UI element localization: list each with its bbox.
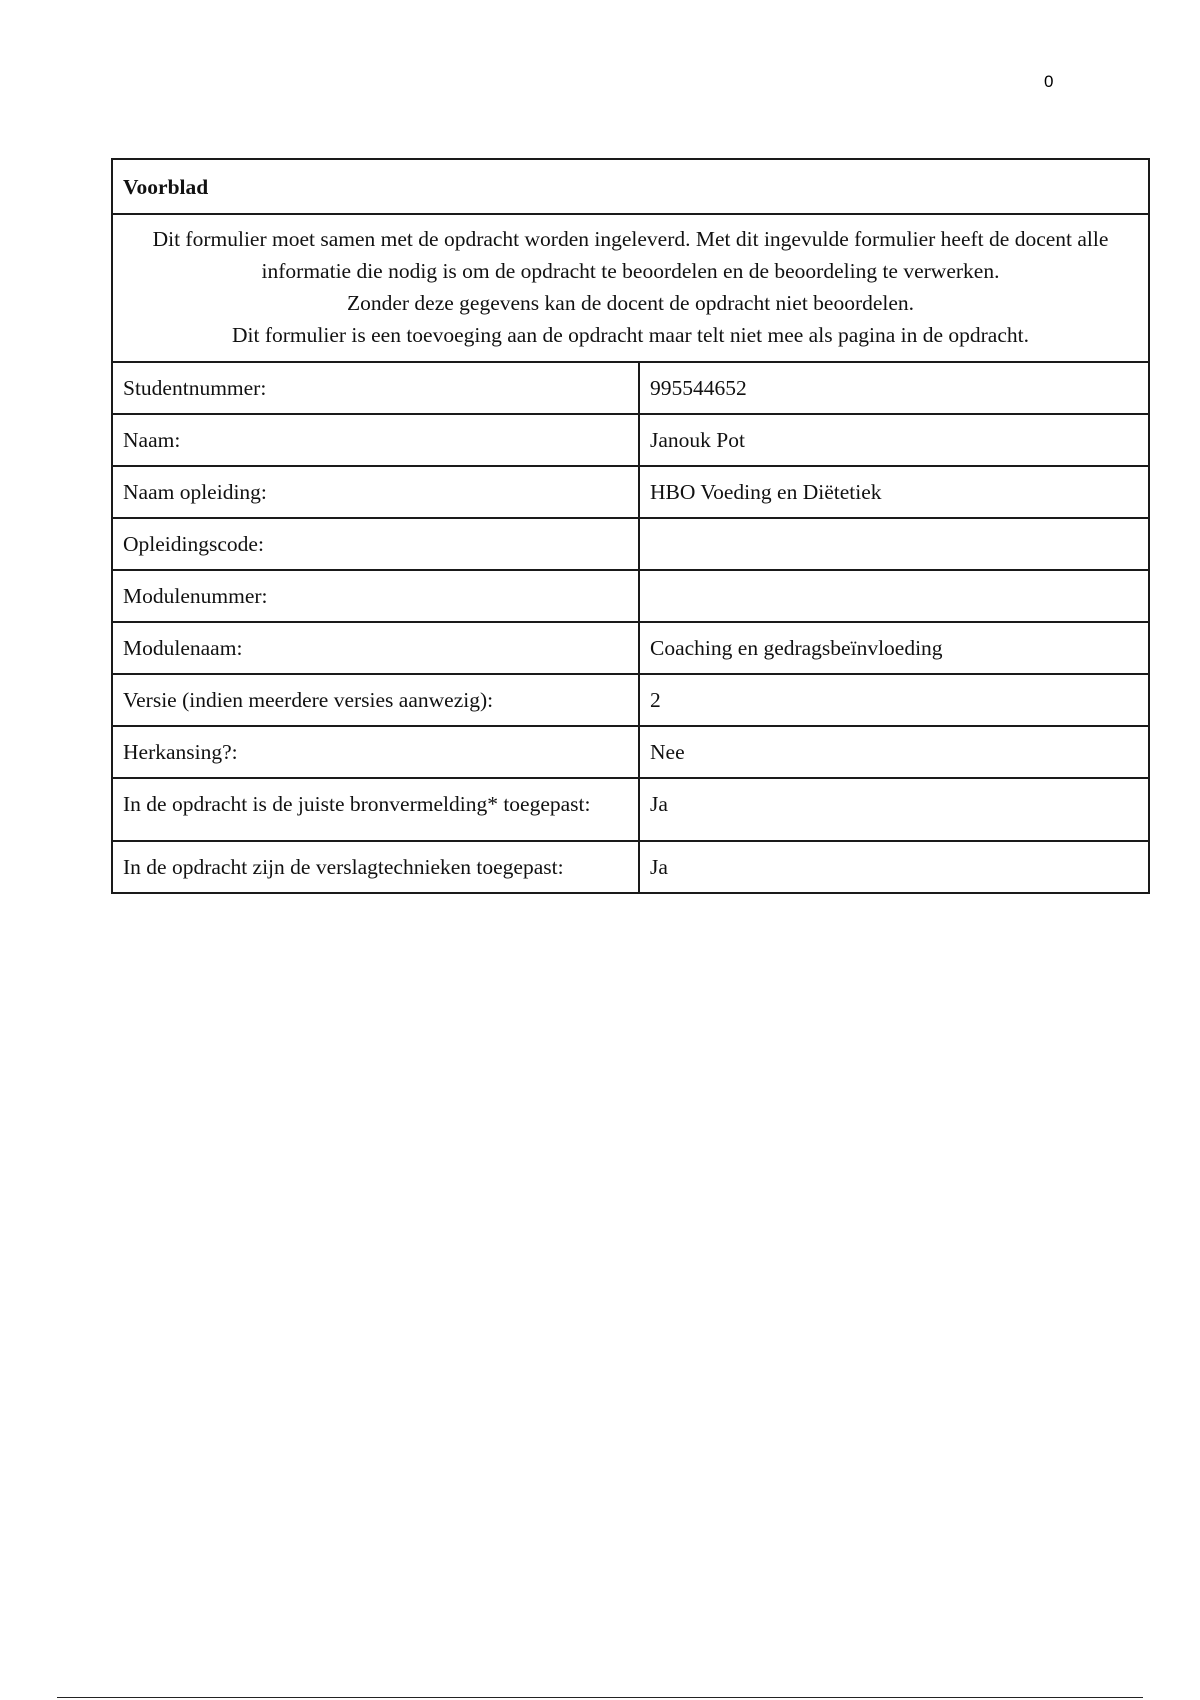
row-bronvermelding [112,778,1149,841]
field-label: Naam: [112,414,639,466]
field-value-naam-opleiding: HBO Voeding en Diëtetiek [639,466,1149,518]
row-naam [112,414,1149,466]
row-modulenummer [112,570,1149,622]
field-value-modulenaam: Coaching en gedragsbeïnvloeding [639,622,1149,674]
row-studentnummer [112,362,1149,414]
field-value-herkansing: Nee [639,726,1149,778]
row-opleidingscode [112,518,1149,570]
cover-sheet-table [111,158,1150,894]
page-number: 0 [1044,72,1054,91]
intro-text [112,214,1149,362]
row-modulenaam [112,622,1149,674]
field-value-opleidingscode [639,518,1149,570]
row-verslagtechnieken [112,841,1149,893]
intro-paragraph: Dit formulier is een toevoeging aan de opdracht maar telt niet mee als pagina in de opdracht. [231,323,1029,347]
field-label: Opleidingscode: [112,518,639,570]
row-naam-opleiding [112,466,1149,518]
field-label: Studentnummer: [112,362,639,414]
field-value-naam: Janouk Pot [639,414,1149,466]
field-value-modulenummer [639,570,1149,622]
field-value-versie: 2 [639,674,1149,726]
field-label: Naam opleiding: [112,466,639,518]
field-label: In de opdracht zijn de verslagtechnieken toegepast: [112,841,639,893]
title-row [112,159,1149,214]
intro-paragraph: Zonder deze gegevens kan de docent de opdracht niet beoordelen. [346,291,915,315]
field-value-bronvermelding: Ja [639,778,1149,841]
form-title: Voorblad [112,159,1149,214]
field-label: In de opdracht is de juiste bronvermelding* toegepast: [112,778,639,841]
field-label: Modulenummer: [112,570,639,622]
intro-paragraph: Dit formulier moet samen met de opdracht worden ingeleverd. Met dit ingevulde formulier heeft de docent alle informatie die nodig is om de opdracht te beoordelen en de beoordeling te verwerken. [152,227,1109,283]
field-value-studentnummer: 995544652 [639,362,1149,414]
field-value-verslagtechnieken: Ja [639,841,1149,893]
row-herkansing [112,726,1149,778]
intro-row [112,214,1149,362]
field-label: Versie (indien meerdere versies aanwezig): [112,674,639,726]
row-versie [112,674,1149,726]
field-label: Herkansing?: [112,726,639,778]
footer-divider [57,1697,1143,1698]
field-label: Modulenaam: [112,622,639,674]
